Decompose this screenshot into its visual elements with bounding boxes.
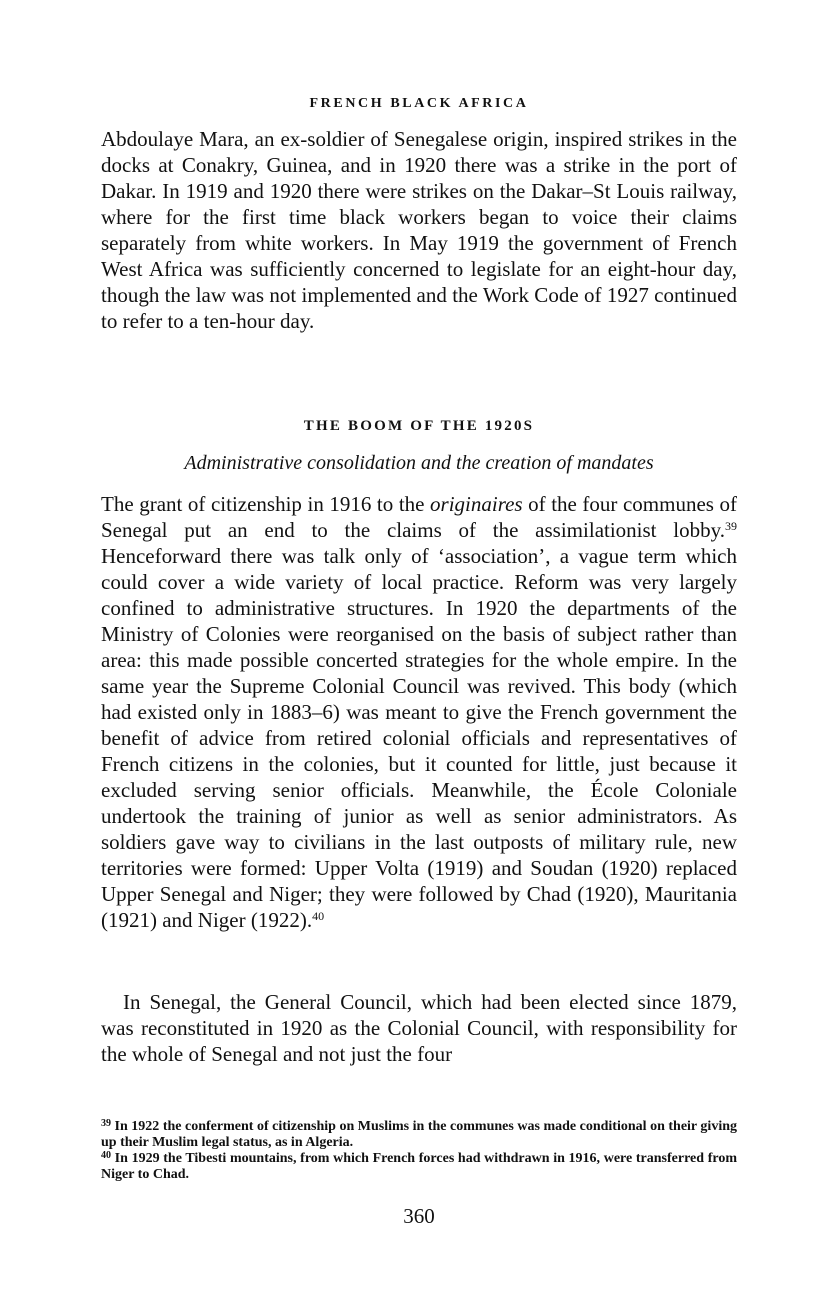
footnote-39 <box>101 1119 737 1151</box>
italic-term-originaires: originaires <box>430 492 523 516</box>
footnote-text: In 1929 the Tibesti mountains, from which French forces had withdrawn in 1916, were transferred from Niger to Chad. <box>101 1151 737 1182</box>
footnote-40 <box>101 1151 737 1183</box>
page-number: 360 <box>403 1204 435 1228</box>
footnote-number: 39 <box>101 1118 111 1129</box>
paragraph-2-text-a: The grant of citizenship in 1916 to the <box>101 492 431 516</box>
footnote-ref-40: 40 <box>312 909 325 923</box>
paragraph-2-text-b: of the four communes of Senegal put an end to the claims of the assimilationist lobby. <box>101 492 737 542</box>
footnote-ref-39: 39 <box>725 519 737 533</box>
body-paragraph-3: In Senegal, the General Council, which had been elected since 1879, was reconstituted in 1920 as the Colonial Council, with responsibility for the whole of Senegal and not just the four <box>101 990 737 1066</box>
running-head: FRENCH BLACK AFRICA <box>309 96 529 111</box>
section-subheading: Administrative consolidation and the creation of mandates <box>184 452 654 474</box>
footnote-text: In 1922 the conferment of citizenship on Muslims in the communes was made conditional on their giving up their Muslim legal status, as in Algeria. <box>101 1119 737 1150</box>
paragraph-2-text-c: Henceforward there was talk only of ‘association’, a vague term which could cover a wide variety of local practice. Reform was very largely confined to administrative structures. In 1920 the departments of the Ministry of Colonies were reorganised on the basis of subject rather than area: this made possible concerted strategies for the whole empire. In the same year the Supreme Colonial Council was revived. This body (which had existed only in 1883–6) was meant to give the French government the benefit of advice from retired colonial officials and representatives of French citizens in the colonies, but it counted for little, just because it excluded serving senior officials. Meanwhile, the École Coloniale undertook the training of junior as well as senior administrators. As soldiers gave way to civilians in the last outposts of military rule, new territories were formed: Upper Volta (1919) and Soudan (1920) replaced Upper Senegal and Niger; they were followed by Chad (1920), Mauritania (1921) and Niger (1922). <box>101 544 737 932</box>
footnotes <box>101 1119 737 1183</box>
body-paragraph-2 <box>101 491 737 933</box>
section-heading: THE BOOM OF THE 1920S <box>303 418 535 434</box>
body-paragraph-1: Abdoulaye Mara, an ex-soldier of Senegalese origin, inspired strikes in the docks at Conakry, Guinea, and in 1920 there was a strike in the port of Dakar. In 1919 and 1920 there were strikes on the Dakar–St Louis railway, where for the first time black workers began to voice their claims separately from white workers. In May 1919 the government of French West Africa was sufficiently concerned to legislate for an eight-hour day, though the law was not implemented and the Work Code of 1927 continued to refer to a ten-hour day. <box>101 127 737 333</box>
footnote-number: 40 <box>101 1150 111 1161</box>
